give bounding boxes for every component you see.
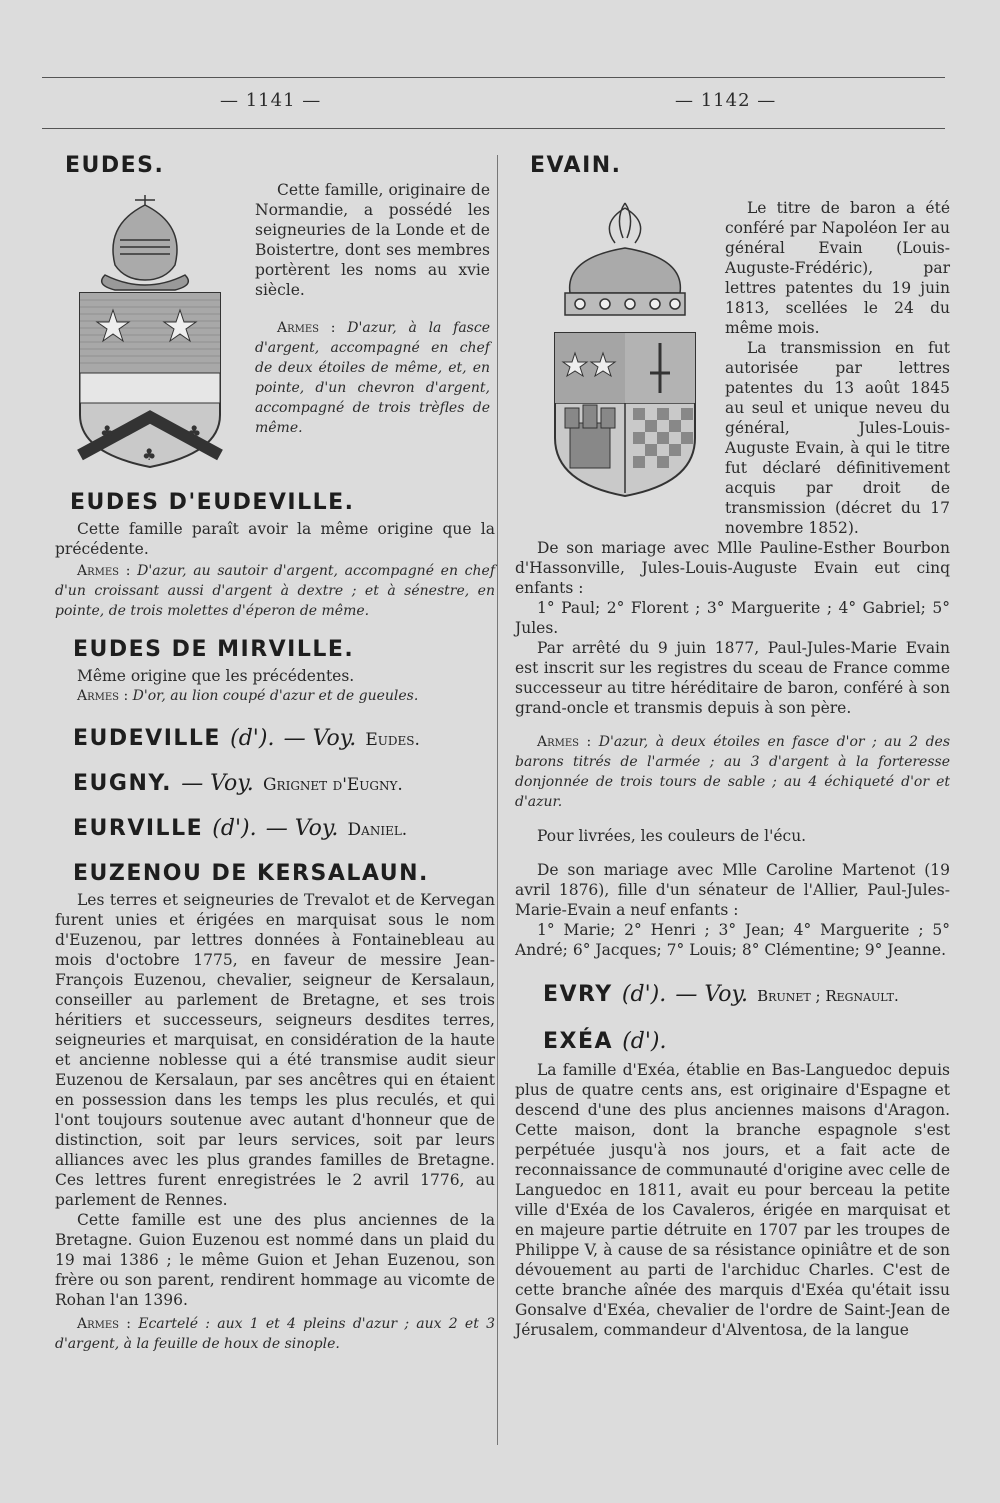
entry-title: EVAIN. bbox=[530, 153, 622, 178]
voy-label: — Voy. bbox=[265, 816, 339, 841]
entry-title: EUDES D'EUDEVILLE. bbox=[70, 490, 355, 515]
arms-label: Armes : bbox=[77, 563, 131, 579]
entry-title: EUGNY. bbox=[73, 771, 173, 796]
entry-text: La transmission en fut autorisée par lettres patentes du 13 août 1845 au seul et unique neveu du général, Jules-Louis-Auguste Evain, à qui le titre fut déclaré définitivement acquis par droit de transmission (décret du 17 novembre 1852). bbox=[725, 339, 950, 537]
entry-text: Les terres et seigneuries de Trevalot et de Kervegan furent unies et érigées en marquisat sous le nom d'Euzenou, par lettres données à Fontainebleau au mois d'octobre 1775, en faveur de messire Jean-François Euzenou, chevalier, seigneur de Kersalaun, conseiller au parlement de Bretagne, et ses trois héritiers et successeurs, seigneurs desdites terres, seigneuries et marquisat, en considération de la haute et ancienne noblesse qui a été transmise audit sieur Euzenou de Kersalaun, par ses ancêtres qui en étaient en possession dans les temps les plus reculés, et qui l'ont toujours soutenue avec autant d'honneur que de distinction, soit par leurs services, soit par leurs alliances avec les plus grandes familles de Bretagne. Ces lettres furent enregistrées le 2 avril 1776, au parlement de Rennes. bbox=[55, 891, 495, 1209]
right-page-number: — 1142 — bbox=[675, 90, 777, 111]
evain-coat-of-arms-icon bbox=[545, 198, 705, 498]
entry-title: EUZENOU DE KERSALAUN. bbox=[73, 861, 429, 886]
entry-text: Le titre de baron a été conféré par Napoléon Ier au général Evain (Louis-Auguste-Frédéric), par lettres patentes du 19 juin 1813, scellées le 24 du même mois. bbox=[725, 199, 950, 337]
arms-text: D'azur, à deux étoiles en fasce d'or ; au 2 des barons titrés de l'armée ; au 3 d'argent à la forteresse donjonnée de trois tours de sable ; au 4 échiqueté d'or et d'azur. bbox=[515, 734, 951, 810]
entry-text: Cette famille paraît avoir la même origine que la précédente. bbox=[55, 520, 495, 558]
entry-title: EVRY bbox=[543, 982, 613, 1007]
arms-text: D'azur, à la fasce d'argent, accompagné en chef de deux étoiles de même, et, en pointe, d'un chevron d'argent, accompagné de trois trèfles de même. bbox=[255, 320, 490, 436]
entry-eudes bbox=[55, 145, 495, 490]
arms-text: Ecartelé : aux 1 et 4 pleins d'azur ; aux 2 et 3 d'argent, à la feuille de houx de sinople. bbox=[55, 1316, 495, 1352]
entry-title: EUDES DE MIRVILLE. bbox=[73, 637, 355, 662]
entry-eudes-mirville bbox=[55, 637, 495, 706]
cross-reference-link[interactable]: Grignet d'Eugny. bbox=[262, 775, 403, 795]
top-rule bbox=[42, 77, 945, 78]
entry-particle: (d'). bbox=[212, 816, 257, 841]
entry-text: 1° Paul; 2° Florent ; 3° Marguerite ; 4° Gabriel; 5° Jules. bbox=[515, 599, 950, 637]
entry-particle: (d'). bbox=[622, 1029, 667, 1054]
entry-euzenou bbox=[55, 861, 495, 1354]
voy-label: — Voy. bbox=[283, 726, 357, 751]
entry-evry bbox=[543, 982, 950, 1007]
voy-label: — Voy. bbox=[181, 771, 254, 796]
arms-text: D'azur, au sautoir d'argent, accompagné en chef d'un croissant aussi d'argent à dextre ; et à sénestre, en pointe, de trois molettes d'éperon de même. bbox=[55, 563, 496, 619]
cross-reference-link[interactable]: Eudes. bbox=[365, 730, 420, 750]
right-column bbox=[515, 145, 950, 1340]
entry-exea-heading bbox=[543, 1029, 950, 1054]
left-page-number: — 1141 — bbox=[220, 90, 322, 111]
column-divider bbox=[497, 155, 498, 1445]
entry-eudeville bbox=[73, 726, 495, 751]
arms-label: Armes : bbox=[77, 1316, 131, 1332]
entry-eugny bbox=[73, 771, 495, 796]
entry-title: EUDES. bbox=[65, 153, 165, 178]
entry-text: Même origine que les précédentes. bbox=[77, 667, 355, 685]
entry-eurville bbox=[73, 816, 495, 841]
entry-title: EURVILLE bbox=[73, 816, 204, 841]
left-column bbox=[55, 145, 495, 1354]
entry-text: Pour livrées, les couleurs de l'écu. bbox=[537, 827, 807, 845]
entry-text: Par arrêté du 9 juin 1877, Paul-Jules-Marie Evain est inscrit sur les registres du sceau de France comme successeur au titre héréditaire de baron, conféré à son grand-oncle et transmis depuis à son père. bbox=[515, 639, 950, 717]
entry-title: EUDEVILLE bbox=[73, 726, 221, 751]
header-bottom-rule bbox=[42, 128, 945, 129]
entry-title: EXÉA bbox=[543, 1029, 614, 1054]
entry-text: Cette famille, originaire de Normandie, a possédé les seigneuries de la Londe et de Boistertre, dont ses membres portèrent les noms au xvie siècle. bbox=[255, 181, 490, 299]
entry-eudes-deudeville bbox=[55, 490, 495, 621]
svg-text:♣: ♣ bbox=[100, 422, 115, 441]
voy-label: — Voy. bbox=[675, 982, 748, 1007]
cross-reference-link[interactable]: Brunet ; Regnault. bbox=[757, 987, 899, 1005]
arms-label: Armes : bbox=[537, 734, 592, 750]
svg-text:♣: ♣ bbox=[142, 445, 157, 464]
arms-label: Armes : bbox=[77, 688, 129, 704]
entry-text: Cette famille est une des plus anciennes de la Bretagne. Guion Euzenou est nommé dans un plaid du 19 mai 1386 ; le même Guion et Jehan Euzenou, son frère ou son parent, rendirent hommage au vicomte de Rohan l'an 1396. bbox=[55, 1211, 495, 1309]
entry-text: La famille d'Exéa, établie en Bas-Languedoc depuis plus de quatre cents ans, est originaire d'Espagne et descend d'une des plus anciennes maisons d'Aragon. Cette maison, dont la branche espagnole s'est perpétuée jusqu'à nos jours, et a fait acte de reconnaissance de communauté d'origine avec celle de Languedoc en 1811, avait eu pour berceau la petite ville d'Exéa de los Cavaleros, érigée en marquisat et en majeure partie détruite en 1707 par les troupes de Philippe V, à cause de sa résistance opiniâtre et de son dévouement au parti de l'archiduc Charles. C'est de cette branche aînée des marquis d'Exéa qu'était issu Gonsalve d'Exéa, chevalier de l'ordre de Saint-Jean de Jérusalem, commandeur d'Alventosa, de la langue bbox=[515, 1061, 950, 1339]
entry-text: De son mariage avec Mlle Caroline Martenot (19 avril 1876), fille d'un sénateur de l'Allier, Paul-Jules-Marie-Evain a neuf enfants : bbox=[515, 861, 950, 919]
entry-particle: (d'). bbox=[621, 982, 667, 1007]
entry-evain bbox=[515, 153, 950, 960]
arms-label: Armes : bbox=[277, 320, 336, 336]
eudes-coat-of-arms-icon bbox=[75, 185, 225, 470]
arms-text: D'or, au lion coupé d'azur et de gueules. bbox=[132, 688, 419, 704]
svg-text:♣: ♣ bbox=[187, 422, 202, 441]
entry-particle: (d'). bbox=[230, 726, 275, 751]
entry-text: 1° Marie; 2° Henri ; 3° Jean; 4° Marguerite ; 5° André; 6° Jacques; 7° Louis; 8° Clémentine; 9° Jeanne. bbox=[515, 921, 950, 959]
cross-reference-link[interactable]: Daniel. bbox=[347, 820, 408, 840]
entry-text: De son mariage avec Mlle Pauline-Esther Bourbon d'Hassonville, Jules-Louis-Auguste Evain eut cinq enfants : bbox=[515, 539, 950, 597]
entry-exea bbox=[515, 1029, 950, 1340]
